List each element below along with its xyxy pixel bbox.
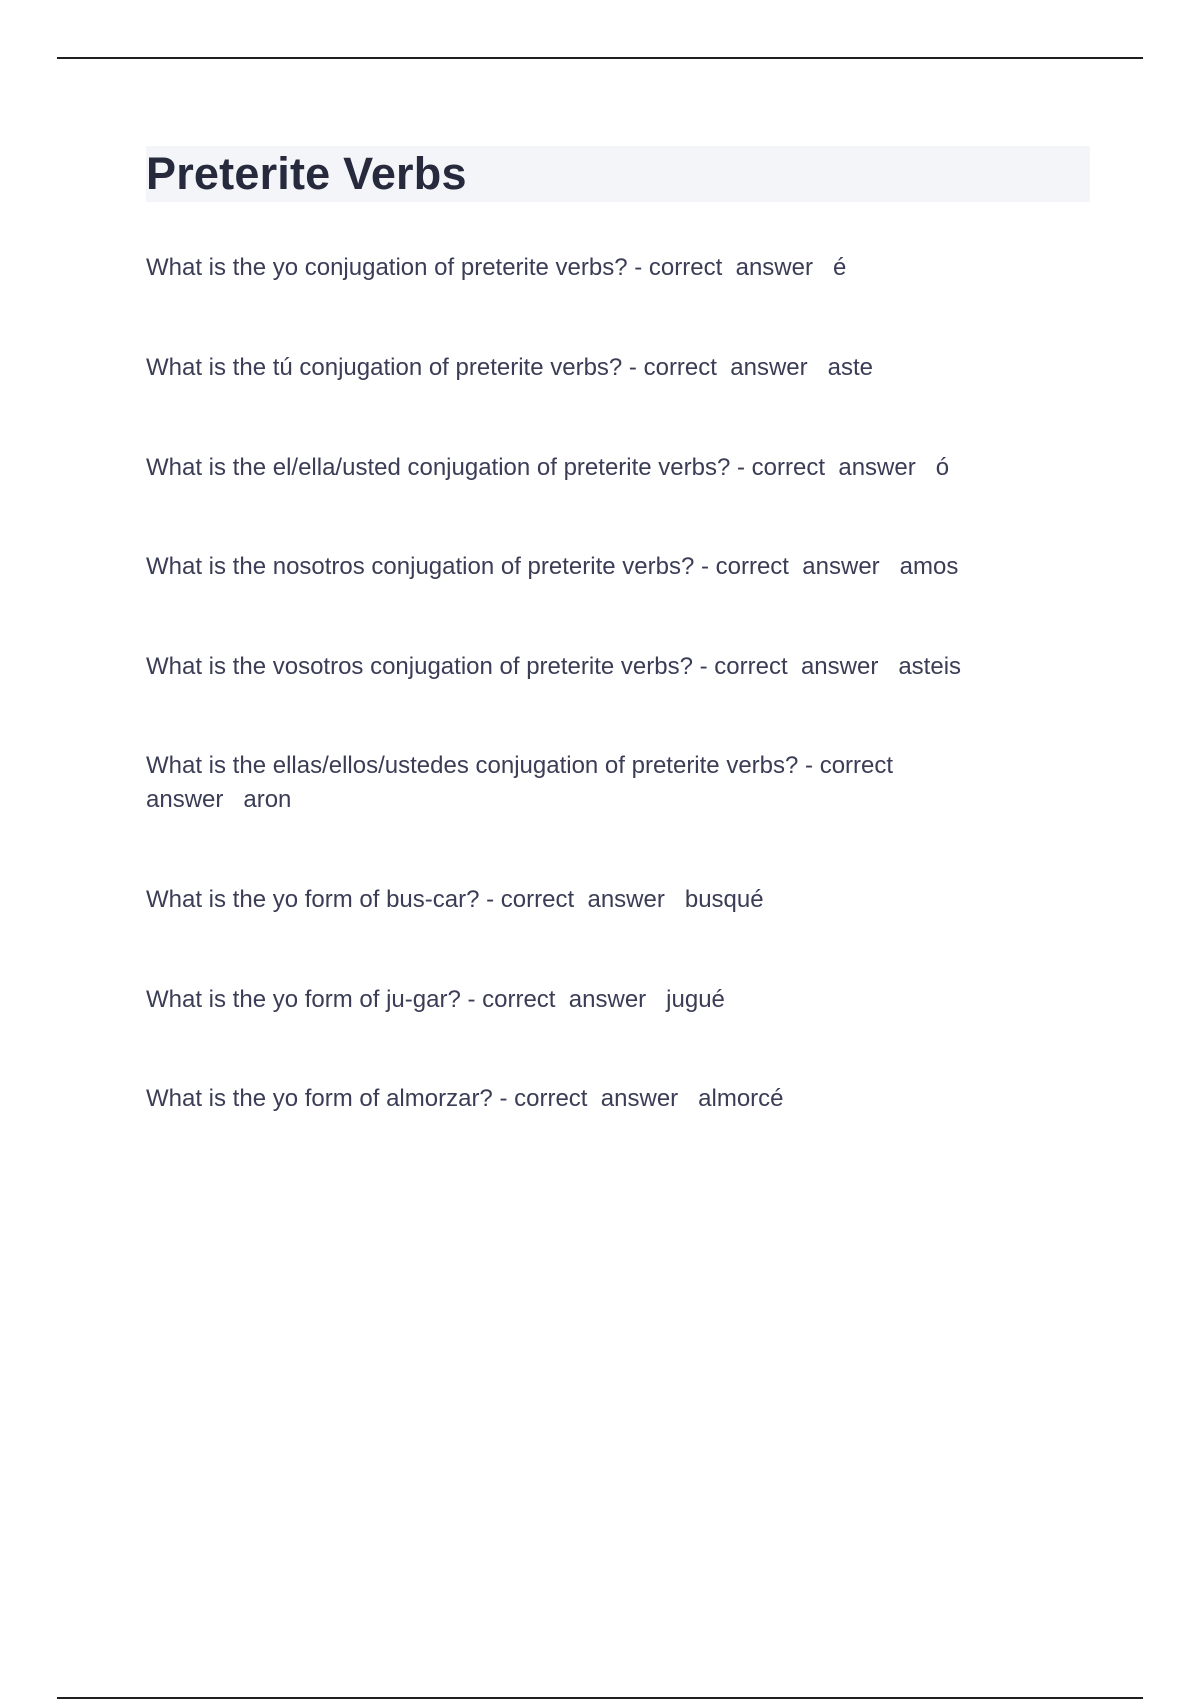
qa-item: What is the tú conjugation of preterite verbs? - correct answer aste — [146, 354, 874, 381]
qa-item: What is the yo form of bus-car? - correct answer busqué — [146, 886, 764, 913]
page-title: Preterite Verbs — [146, 148, 467, 199]
qa-item: What is the yo form of almorzar? - correct answer almorcé — [146, 1085, 784, 1112]
title-band — [146, 146, 1090, 202]
document-body — [146, 146, 1090, 1112]
qa-item: What is the vosotros conjugation of preterite verbs? - correct answer asteis — [146, 653, 962, 680]
bottom-rule — [57, 1697, 1143, 1699]
qa-item: What is the nosotros conjugation of preterite verbs? - correct answer amos — [146, 553, 959, 580]
qa-item: What is the yo conjugation of preterite verbs? - correct answer é — [146, 254, 847, 281]
top-rule — [57, 57, 1143, 59]
qa-item: What is the yo form of ju-gar? - correct answer jugué — [146, 986, 725, 1013]
qa-item: What is the ellas/ellos/ustedes conjugation of preterite verbs? - correct answer aron — [146, 752, 894, 813]
qa-item: What is the el/ella/usted conjugation of preterite verbs? - correct answer ó — [146, 454, 950, 481]
